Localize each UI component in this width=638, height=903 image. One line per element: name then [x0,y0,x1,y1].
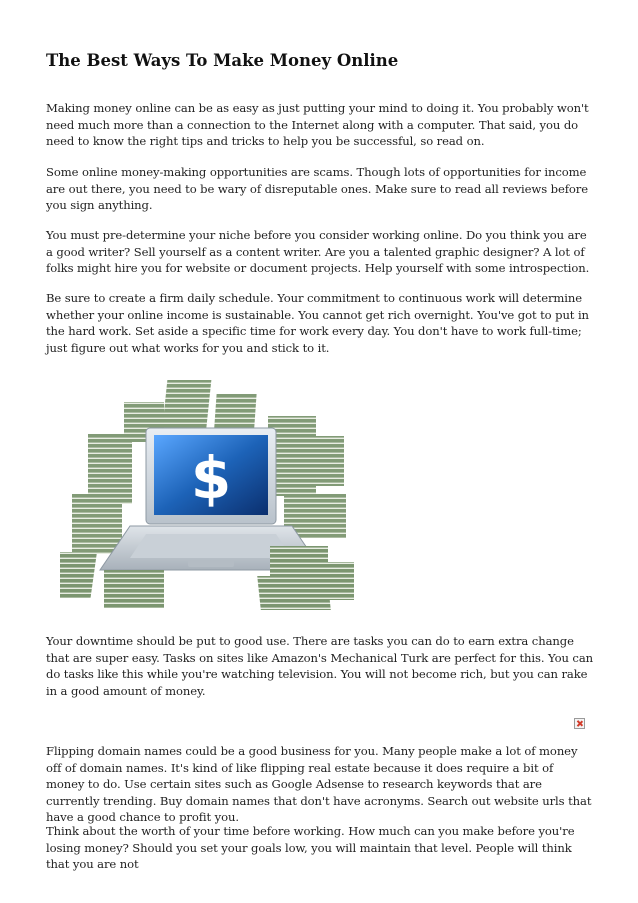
article-title: The Best Ways To Make Money Online [46,51,399,70]
paragraph: Making money online can be as easy as just putting your mind to doing it. You probably won't need much more than a connection to the Internet along with a computer. That said, you do need to know the right tips and tricks to help you be successful, so read on. [46,101,589,148]
broken-image-icon [574,718,585,729]
paragraph: Some online money-making opportunities are scams. Though lots of opportunities for income are out there, you need to be wary of disreputable ones. Make sure to read all reviews before you sign anything. [46,165,588,212]
paragraph: Think about the worth of your time before working. How much can you make before you're losing money? Should you set your goals low, you will maintain that level. People will think that you are not [46,824,575,871]
svg-text:$: $ [190,444,232,512]
paragraph: Flipping domain names could be a good business for you. Many people make a lot of money off of domain names. It's kind of like flipping real estate because it does require a bit of money to do. Use certain sites such as Google Adsense to research keywords that are currently trending. Buy domain names that don't have acronyms. Search out website urls that have a good chance to profit you. [46,744,592,824]
paragraph: Be sure to create a firm daily schedule. Your commitment to continuous work will determine whether your online income is sustainable. You cannot get rich overnight. You've got to put in the hard work. Set aside a specific time for work every day. You don't have to work full-time; just figure out what works for you and stick to it. [46,291,589,355]
paragraph: Your downtime should be put to good use. There are tasks you can do to earn extra change that are super easy. Tasks on sites like Amazon's Mechanical Turk are perfect for this. You can do tasks like this while you're watching television. You will not become rich, but you can rake in a good amount of money. [46,634,594,698]
laptop-money-illustration [60,374,360,614]
paragraph: You must pre-determine your niche before you consider working online. Do you think you are a good writer? Sell yourself as a content writer. Are you a talented graphic designer? A lot of folks might hire you for website or document projects. Help yourself with some introspection. [46,228,590,275]
